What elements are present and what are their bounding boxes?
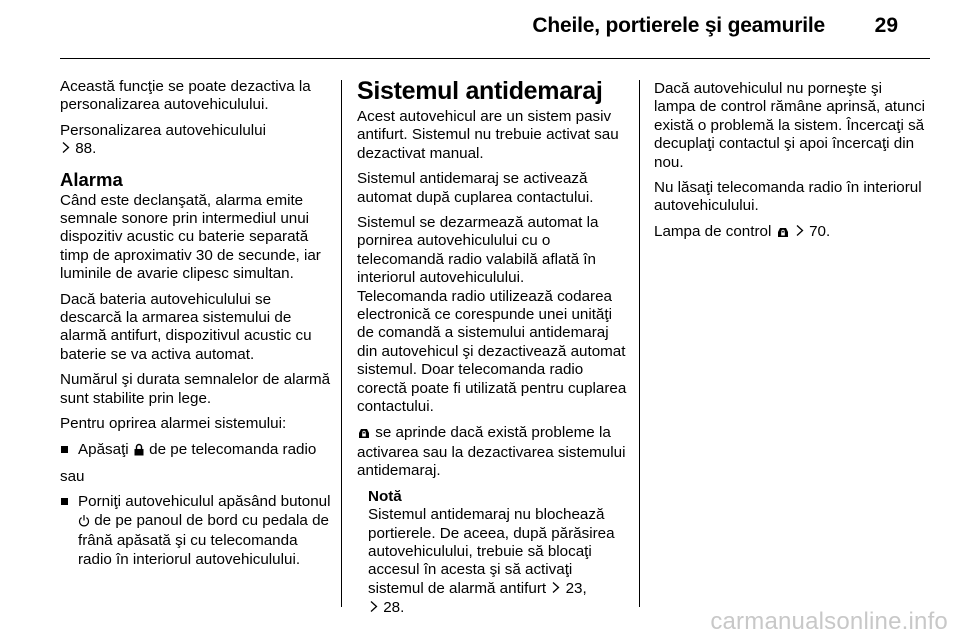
paragraph-auto-disarm <box>357 214 629 416</box>
watermark: carmanualsonline.info <box>710 608 948 635</box>
paragraph-disable-feature: Această funcţie se poate dezactiva la personalizarea autovehiculului. <box>60 78 311 114</box>
bullet-square-icon <box>60 441 78 461</box>
paragraph-battery-discharge: Dacă bateria autovehiculului se descarcă la armarea sistemului de alarmă antifurt, dispozitivul acustic cu baterie se va activa automat. <box>60 290 312 363</box>
bullet1-text-pre: Apăsaţi <box>78 440 129 458</box>
paragraph-alarm-trigger: Când este declanşată, alarma emite semnale sonore prin intermediul unui dispozitiv acustic cu baterie separată timp de aproximativ 30 de secunde, iar luminile de avarie clipesc simultan. <box>60 191 321 283</box>
column-right <box>654 80 926 250</box>
paragraph-lamp-warning <box>357 424 629 481</box>
disarm-text: Sistemul se dezarmează automat la pornirea autovehiculului cu o telecomandă radio valabilă aflată în interiorul autovehiculului. <box>357 214 599 287</box>
page-header <box>60 0 920 59</box>
bullet1-text-post: de pe telecomanda radio <box>149 440 317 458</box>
bullet2-text-post: de pe panoul de bord cu pedala de frână apăsată şi cu telecomanda radio în interiorul autovehiculului. <box>78 511 329 568</box>
note-page-ref-1[interactable]: 23, <box>565 579 587 597</box>
note-body: Sistemul antidemaraj nu blochează portierele. De aceea, după părăsirea autovehiculului, trebuie să blocaţi accesul în acesta şi să activaţi sistemul de alarmă antifurt <box>368 506 615 597</box>
immobilizer-lamp-icon <box>357 426 371 444</box>
or-text: sau <box>60 467 85 485</box>
paragraph-no-start: Dacă autovehiculul nu porneşte şi lampa de control rămâne aprinsă, atunci există o problemă la sistem. Încercaţi să decuplaţi contactul şi apoi încercaţi din nou. <box>654 80 925 171</box>
personalization-label: Personalizarea autovehiculului <box>60 121 267 139</box>
note-box <box>368 488 629 619</box>
paragraph-auto-activate: Sistemul antidemaraj se activează automat după cuplarea contactului. <box>357 170 594 206</box>
list-item-press-lock <box>60 441 332 461</box>
remote-coding-text: Telecomanda radio utilizează codarea electronică ce corespunde unei unităţi de comandă a sistemului antidemaraj din autovehicul şi dezactivează automat sistemul. Doar telecomanda radio corectă poate fi utilizată pentru cuplarea contactului. <box>357 287 627 416</box>
lamp-warning-text: se aprinde dacă există probleme la activarea sau la dezactivarea sistemului antidemaraj. <box>357 423 626 480</box>
reference-arrow-icon <box>794 224 805 242</box>
note-page-ref-2[interactable]: 28. <box>383 599 405 617</box>
paragraph-personalization-ref <box>60 122 332 160</box>
bullet2-text-pre: Porniţi autovehiculul apăsând butonul <box>78 493 331 511</box>
list-item-start-vehicle <box>60 493 332 569</box>
personalization-page-ref[interactable]: 88. <box>75 140 97 158</box>
paragraph-remote-warning: Nu lăsaţi telecomanda radio în interiorul autovehiculului. <box>654 179 922 215</box>
note-text <box>368 506 629 618</box>
immobilizer-heading: Sistemul antidemaraj <box>357 77 603 105</box>
page-number: 29 <box>874 14 898 37</box>
column-middle <box>357 78 629 619</box>
header-divider <box>60 58 930 59</box>
reference-arrow-icon <box>550 581 561 599</box>
page-title: Cheile, portierele şi geamurile <box>532 14 825 37</box>
note-title: Notă <box>368 487 402 505</box>
alarm-heading: Alarma <box>60 168 123 190</box>
paragraph-control-lamp <box>654 223 926 243</box>
column-divider-2 <box>639 80 640 607</box>
immobilizer-lamp-icon <box>776 225 790 243</box>
column-left <box>60 78 332 576</box>
paragraph-signal-duration: Numărul şi durata semnalelor de alarmă sunt stabilite prin lege. <box>60 371 331 407</box>
lock-icon <box>133 443 145 461</box>
paragraph-stop-alarm: Pentru oprirea alarmei sistemului: <box>60 415 287 433</box>
reference-arrow-icon <box>60 141 71 159</box>
reference-arrow-icon <box>368 600 379 618</box>
column-divider-1 <box>341 80 342 607</box>
power-icon <box>78 514 90 532</box>
paragraph-passive-system: Acest autovehicul are un sistem pasiv antifurt. Sistemul nu trebuie activat sau dezactivat manual. <box>357 108 619 162</box>
bullet-square-icon <box>60 493 78 569</box>
control-lamp-label: Lampa de control <box>654 222 772 240</box>
control-lamp-page-ref[interactable]: 70. <box>809 222 831 240</box>
